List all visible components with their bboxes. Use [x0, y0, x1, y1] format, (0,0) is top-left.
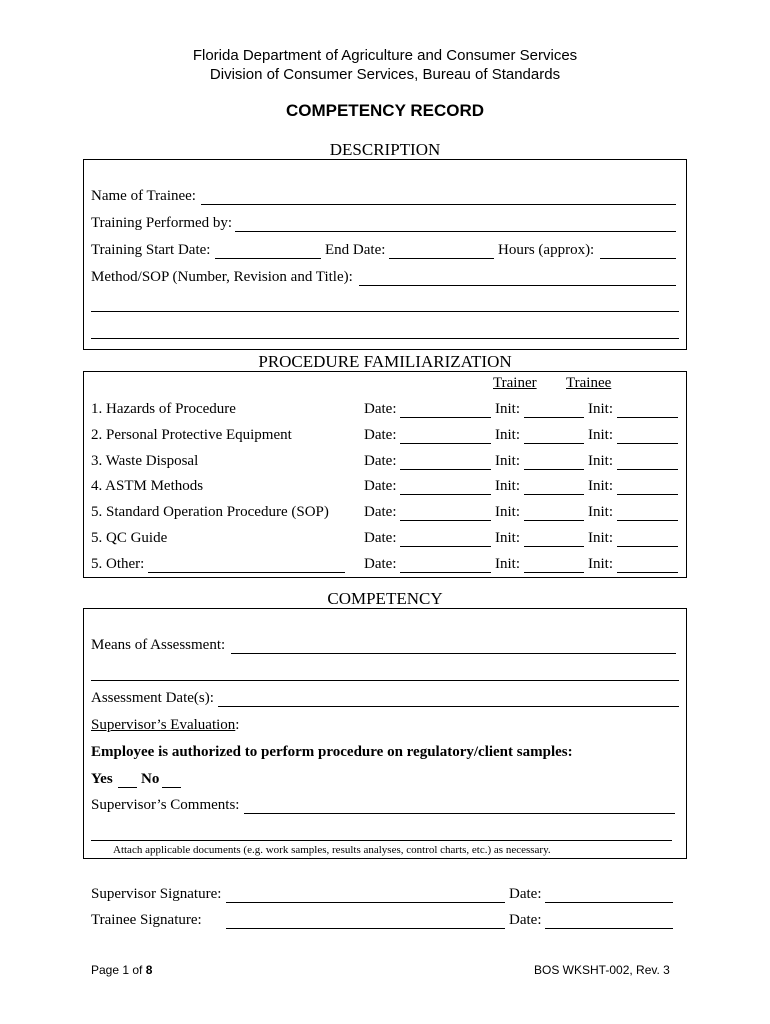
- assessment-dates-field[interactable]: [218, 706, 679, 707]
- procedure-date-field[interactable]: [400, 417, 491, 418]
- procedure-date-field[interactable]: [400, 520, 491, 521]
- page-of: of: [129, 963, 146, 977]
- supervisor-evaluation-label: Supervisor’s Evaluation: [91, 717, 236, 733]
- procedure-item-label: 5. QC Guide: [91, 530, 168, 546]
- trainee-init-field[interactable]: [617, 546, 678, 547]
- procedure-item-label: 5. Standard Operation Procedure (SOP): [91, 504, 329, 520]
- procedure-date-field[interactable]: [400, 546, 491, 547]
- trainee-init-label: Init:: [588, 556, 613, 572]
- trainer-init-label: Init:: [495, 453, 520, 469]
- trainee-init-label: Init:: [588, 427, 613, 443]
- supervisor-comments-label: Supervisor’s Comments:: [91, 797, 240, 813]
- procedure-item-label: 3. Waste Disposal: [91, 453, 199, 469]
- procedure-date-field[interactable]: [400, 443, 491, 444]
- form-id: BOS WKSHT-002, Rev. 3: [534, 963, 670, 977]
- no-label: No: [141, 771, 160, 787]
- org-line-2: Division of Consumer Services, Bureau of Standards: [209, 66, 561, 83]
- name-of-trainee-label: Name of Trainee:: [91, 188, 196, 204]
- training-start-date-field[interactable]: [215, 258, 321, 259]
- description-heading: DESCRIPTION: [329, 140, 441, 159]
- page-number: [91, 963, 152, 977]
- method-sop-field[interactable]: [359, 285, 676, 286]
- trainee-signature-field[interactable]: [226, 928, 505, 929]
- trainer-init-field[interactable]: [524, 572, 584, 573]
- procedure-item-label: 5. Other:: [91, 556, 145, 572]
- method-sop-field-line-2[interactable]: [91, 311, 679, 312]
- supervisor-signature-field[interactable]: [226, 902, 505, 903]
- means-of-assessment-field-line-2[interactable]: [91, 680, 679, 681]
- supervisor-comments-field[interactable]: [244, 813, 675, 814]
- trainee-init-field[interactable]: [617, 417, 678, 418]
- training-performed-by-field[interactable]: [235, 231, 676, 232]
- supervisor-signature-label: Supervisor Signature:: [91, 886, 222, 902]
- means-of-assessment-field[interactable]: [231, 653, 676, 654]
- procedure-date-label: Date:: [364, 556, 397, 572]
- trainer-init-field[interactable]: [524, 443, 584, 444]
- trainer-init-field[interactable]: [524, 469, 584, 470]
- trainee-init-field[interactable]: [617, 520, 678, 521]
- page-prefix: Page: [91, 963, 123, 977]
- trainer-init-label: Init:: [495, 478, 520, 494]
- trainee-init-label: Init:: [588, 478, 613, 494]
- yes-label: Yes: [91, 771, 113, 787]
- trainee-init-field[interactable]: [617, 469, 678, 470]
- trainer-init-label: Init:: [495, 530, 520, 546]
- procedure-item-label: 4. ASTM Methods: [91, 478, 204, 494]
- trainee-date-field[interactable]: [545, 928, 673, 929]
- trainee-init-field[interactable]: [617, 494, 678, 495]
- name-of-trainee-field[interactable]: [201, 204, 676, 205]
- procedure-other-field[interactable]: [148, 572, 345, 573]
- supervisor-date-label: Date:: [509, 886, 542, 902]
- supervisor-evaluation: [91, 717, 239, 734]
- procedure-date-label: Date:: [364, 478, 397, 494]
- means-of-assessment-label: Means of Assessment:: [91, 637, 226, 653]
- page-title: COMPETENCY RECORD: [285, 101, 485, 120]
- authorized-statement: Employee is authorized to perform procedure on regulatory/client samples:: [91, 744, 573, 760]
- trainee-init-field[interactable]: [617, 572, 678, 573]
- supervisor-evaluation-colon: :: [235, 717, 240, 733]
- end-date-field[interactable]: [389, 258, 494, 259]
- end-date-label: End Date:: [325, 242, 386, 258]
- trainee-date-label: Date:: [509, 912, 542, 928]
- training-performed-by-label: Training Performed by:: [91, 215, 233, 231]
- procedure-date-label: Date:: [364, 504, 397, 520]
- org-line-1: Florida Department of Agriculture and Consumer Services: [192, 47, 578, 64]
- trainer-init-field[interactable]: [524, 494, 584, 495]
- hours-label: Hours (approx):: [498, 242, 595, 258]
- procedure-date-label: Date:: [364, 453, 397, 469]
- procedure-item-label: 2. Personal Protective Equipment: [91, 427, 292, 443]
- trainer-init-field[interactable]: [524, 546, 584, 547]
- trainer-init-field[interactable]: [524, 417, 584, 418]
- trainee-init-label: Init:: [588, 401, 613, 417]
- attach-note: Attach applicable documents (e.g. work samples, results analyses, control charts, etc.) as necessary.: [113, 844, 551, 856]
- procedure-date-label: Date:: [364, 401, 397, 417]
- trainer-init-field[interactable]: [524, 520, 584, 521]
- training-start-date-label: Training Start Date:: [91, 242, 211, 258]
- procedure-date-field[interactable]: [400, 469, 491, 470]
- trainer-init-label: Init:: [495, 556, 520, 572]
- procedure-date-field[interactable]: [400, 494, 491, 495]
- competency-heading: COMPETENCY: [327, 589, 443, 608]
- procedure-date-field[interactable]: [400, 572, 491, 573]
- yes-field[interactable]: [118, 787, 137, 788]
- trainer-init-label: Init:: [495, 401, 520, 417]
- procedure-date-label: Date:: [364, 427, 397, 443]
- trainee-init-label: Init:: [588, 530, 613, 546]
- procedure-date-label: Date:: [364, 530, 397, 546]
- page-current: 1: [122, 963, 130, 977]
- method-sop-label: Method/SOP (Number, Revision and Title):: [91, 269, 353, 285]
- assessment-dates-label: Assessment Date(s):: [91, 690, 214, 706]
- procedure-heading: PROCEDURE FAMILIARIZATION: [258, 352, 512, 371]
- trainee-init-label: Init:: [588, 504, 613, 520]
- trainer-init-label: Init:: [495, 427, 520, 443]
- page-total: 8: [145, 963, 153, 977]
- hours-field[interactable]: [600, 258, 676, 259]
- procedure-item-label: 1. Hazards of Procedure: [91, 401, 236, 417]
- trainee-signature-label: Trainee Signature:: [91, 912, 202, 928]
- col-trainee: Trainee: [566, 375, 612, 391]
- trainer-init-label: Init:: [495, 504, 520, 520]
- col-trainer: Trainer: [493, 375, 537, 391]
- trainee-init-label: Init:: [588, 453, 613, 469]
- method-sop-field-line-3[interactable]: [91, 338, 679, 339]
- trainee-init-field[interactable]: [617, 443, 678, 444]
- supervisor-date-field[interactable]: [545, 902, 673, 903]
- no-field[interactable]: [162, 787, 181, 788]
- supervisor-comments-field-line-2[interactable]: [91, 840, 672, 841]
